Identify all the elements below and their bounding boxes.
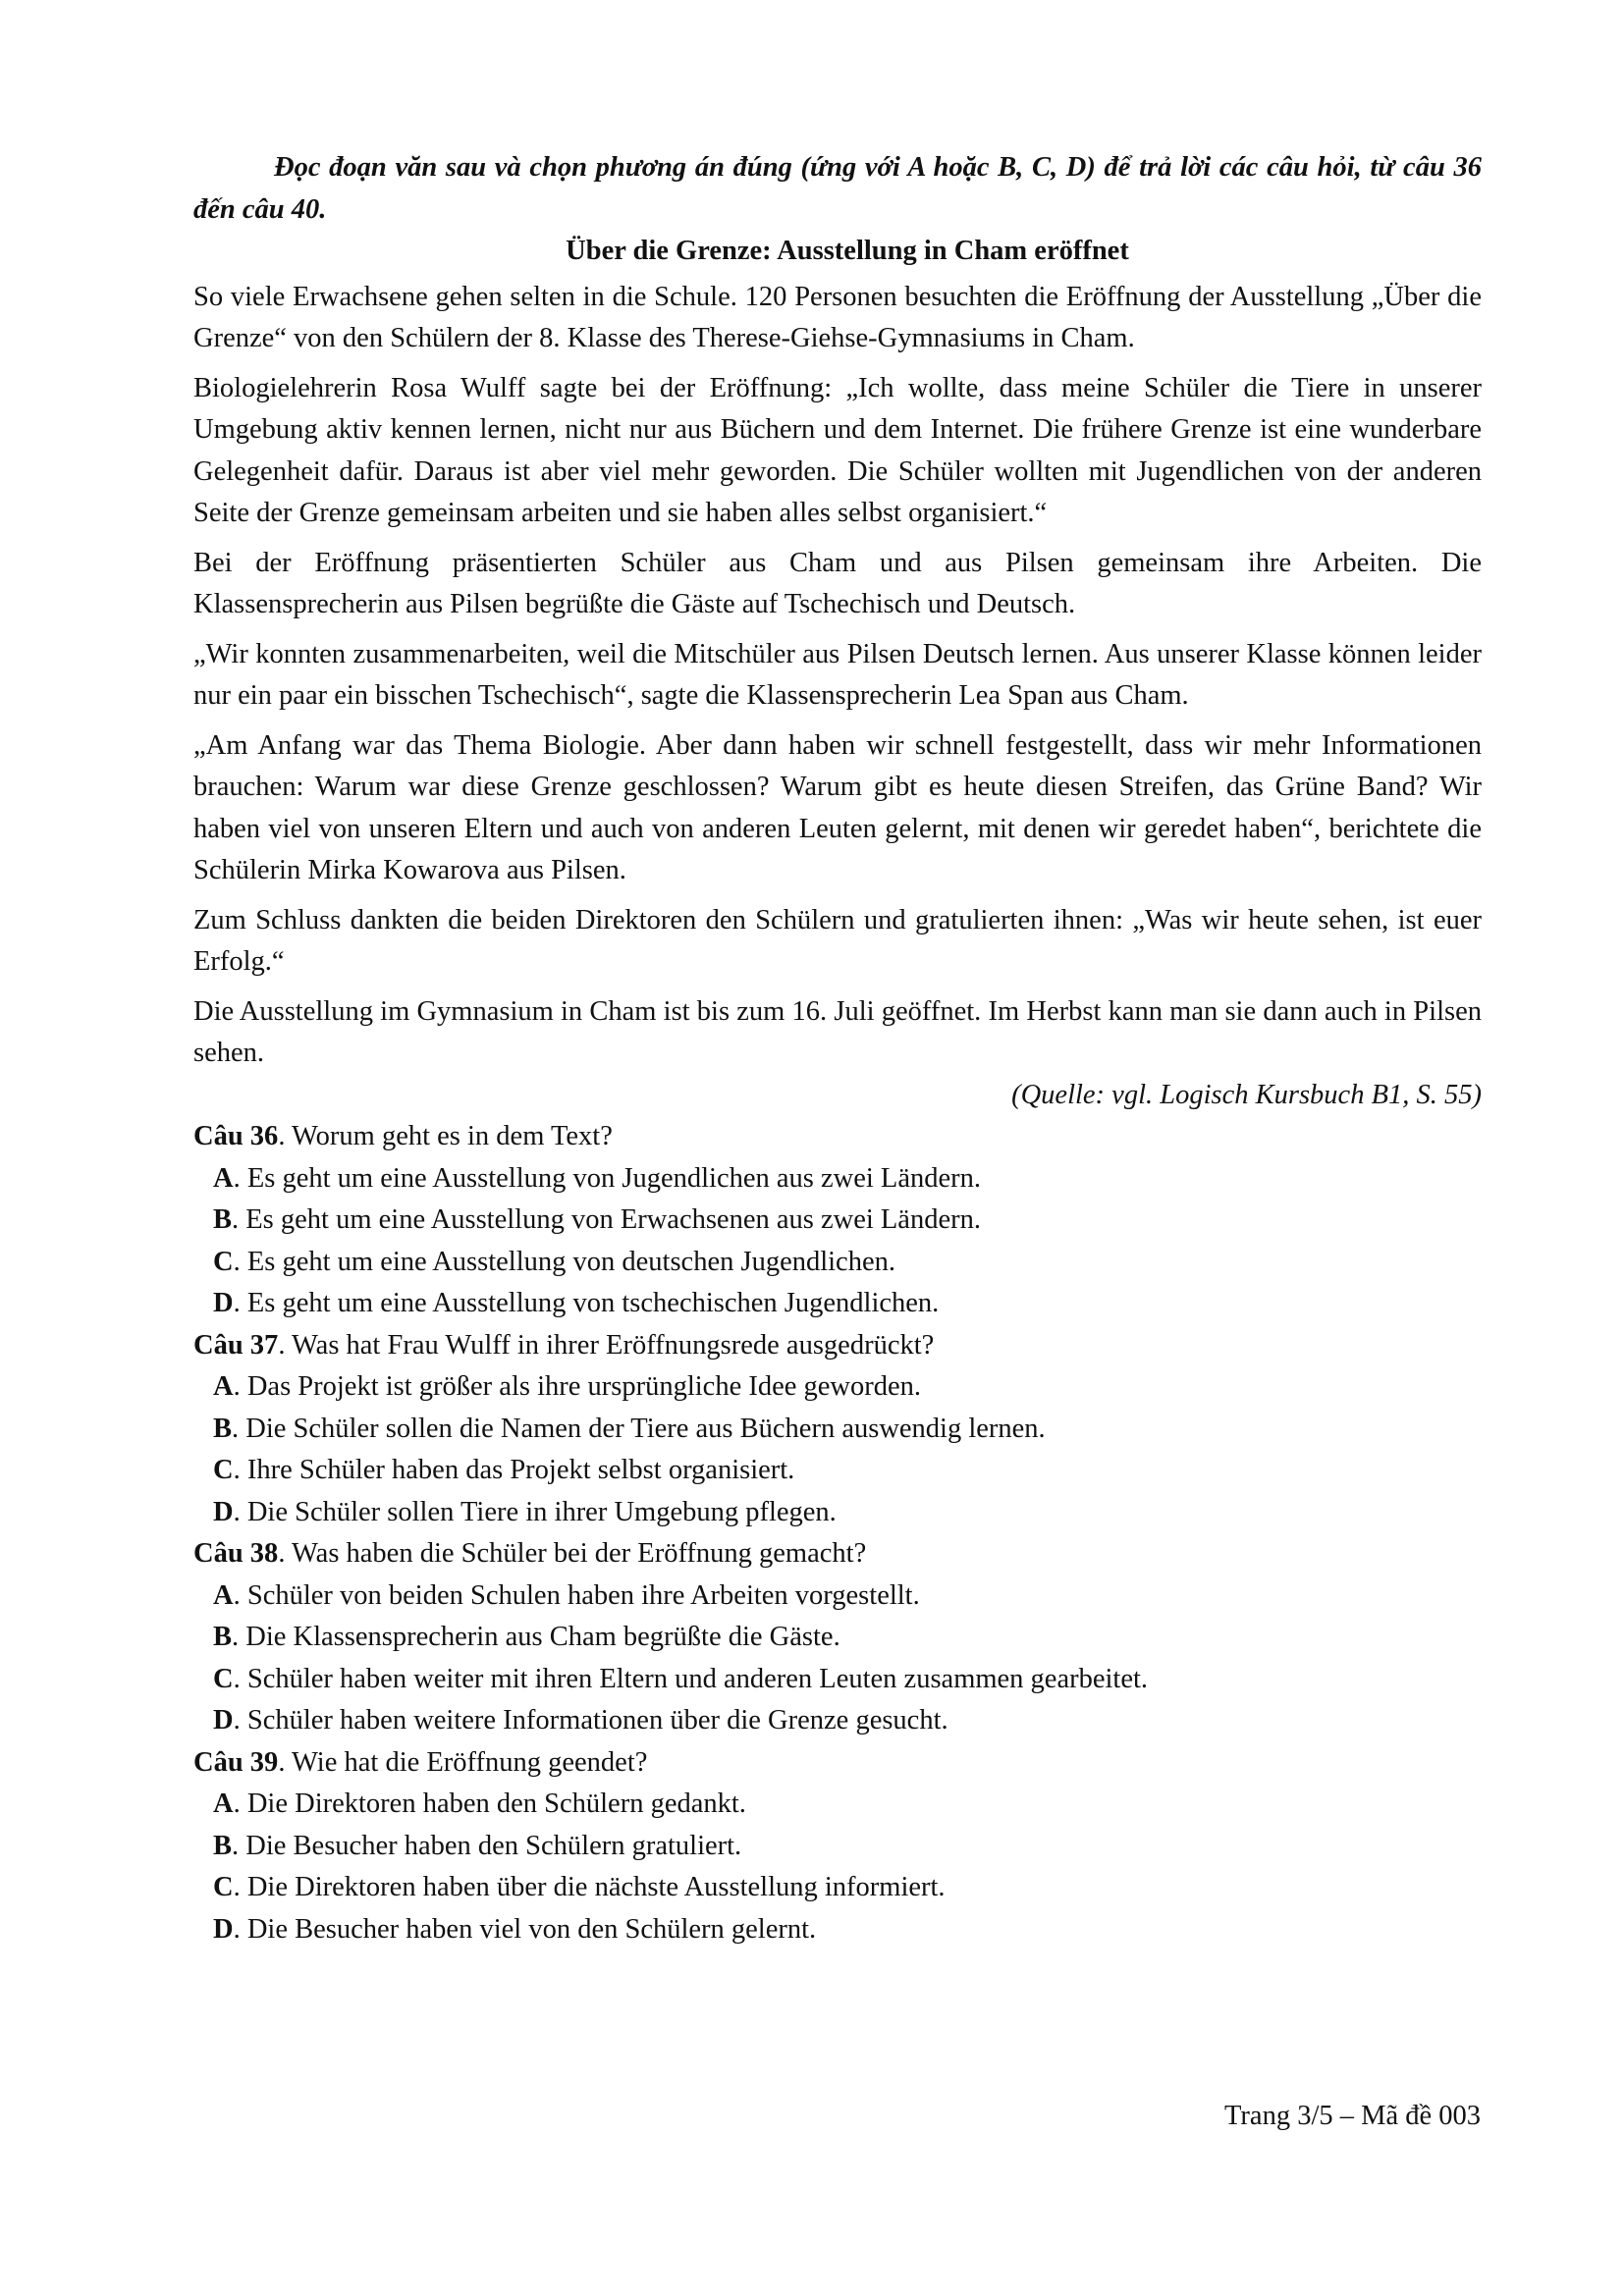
question-text: . Was hat Frau Wulff in ihrer Eröffnungsrede ausgedrückt? (278, 1329, 935, 1361)
option-text: . Es geht um eine Ausstellung von Erwachsenen aus zwei Ländern. (232, 1204, 981, 1235)
option-text: . Die Schüler sollen die Namen der Tiere aus Büchern auswendig lernen. (232, 1413, 1046, 1444)
option-label: B (213, 1830, 233, 1861)
article-paragraph: „Wir konnten zusammenarbeiten, weil die Mitschüler aus Pilsen Deutsch lernen. Aus unserer Klasse können leider nur ein paar ein bisschen Tschechisch“, sagte die Klassensprecherin Lea Span aus Cham. (193, 638, 1482, 711)
option-d[interactable] (193, 1909, 1482, 1951)
option-text: . Schüler von beiden Schulen haben ihre Arbeiten vorgestellt. (233, 1579, 920, 1611)
option-label: C (213, 1455, 234, 1485)
option-text: . Die Direktoren haben den Schülern gedankt. (233, 1789, 746, 1819)
option-text: . Die Direktoren haben über die nächste Ausstellung informiert. (233, 1872, 946, 1902)
option-text: . Das Projekt ist größer als ihre ursprüngliche Idee geworden. (233, 1371, 922, 1402)
question-text: . Worum geht es in dem Text? (278, 1121, 613, 1151)
question-number: Câu 36 (193, 1121, 279, 1151)
option-label: A (213, 1789, 234, 1819)
option-text: . Die Klassensprecherin aus Cham begrüßte die Gäste. (232, 1622, 840, 1652)
question-text: . Wie hat die Eröffnung geendet? (278, 1746, 648, 1778)
question-36 (193, 1116, 1482, 1325)
question-number: Câu 38 (193, 1538, 279, 1569)
question-stem (193, 1533, 1482, 1575)
option-label: D (213, 1288, 234, 1318)
article-paragraph: Die Ausstellung im Gymnasium in Cham ist bis zum 16. Juli geöffnet. Im Herbst kann man sie dann auch in Pilsen sehen. (193, 995, 1482, 1068)
option-text: . Ihre Schüler haben das Projekt selbst organisiert. (233, 1455, 795, 1485)
option-text: . Die Besucher haben viel von den Schülern gelernt. (233, 1913, 817, 1945)
option-c[interactable] (193, 1867, 1482, 1909)
option-d[interactable] (193, 1492, 1482, 1534)
article-paragraph: „Am Anfang war das Thema Biologie. Aber dann haben wir schnell festgestellt, dass wir mehr Informationen brauchen: Warum war diese Grenze geschlossen? Warum gibt es heute diesen Streifen, das Grüne Band? Wir haben viel von unseren Eltern und auch von anderen Leuten gelernt, mit denen wir geredet haben“, berichtete die Schülerin Mirka Kowarova aus Pilsen. (193, 729, 1482, 885)
option-label: D (213, 1496, 234, 1527)
option-label: C (213, 1663, 234, 1694)
option-a[interactable] (193, 1784, 1482, 1826)
option-b[interactable] (193, 1826, 1482, 1868)
option-c[interactable] (193, 1450, 1482, 1492)
option-text: . Es geht um eine Ausstellung von tschechischen Jugendlichen. (233, 1288, 940, 1318)
option-b[interactable] (193, 1617, 1482, 1659)
question-number: Câu 39 (193, 1746, 279, 1778)
question-39 (193, 1742, 1482, 1951)
question-38 (193, 1533, 1482, 1742)
option-d[interactable] (193, 1283, 1482, 1325)
option-label: D (213, 1913, 234, 1945)
exam-page (193, 147, 1482, 1950)
article-paragraph: So viele Erwachsene gehen selten in die Schule. 120 Personen besuchten die Eröffnung der Ausstellung „Über die Grenze“ von den Schülern der 8. Klasse des Therese-Giehse-Gymnasiums in Cham. (193, 281, 1482, 353)
option-text: . Schüler haben weitere Informationen über die Grenze gesucht. (233, 1705, 948, 1735)
option-label: A (213, 1579, 234, 1611)
option-c[interactable] (193, 1242, 1482, 1284)
option-d[interactable] (193, 1700, 1482, 1742)
option-label: B (213, 1204, 233, 1235)
option-label: A (213, 1162, 234, 1194)
option-text: . Die Besucher haben den Schülern gratuliert. (232, 1830, 742, 1861)
option-label: C (213, 1872, 234, 1902)
option-text: . Schüler haben weiter mit ihren Eltern und anderen Leuten zusammen gearbeitet. (233, 1663, 1149, 1694)
question-number: Câu 37 (193, 1329, 279, 1361)
instruction-text: Đọc đoạn văn sau và chọn phương án đúng (ứng với A hoặc B, C, D) để trả lời các câu hỏi, từ câu 36 đến câu 40. (193, 152, 1482, 225)
option-a[interactable] (193, 1366, 1482, 1409)
option-b[interactable] (193, 1409, 1482, 1451)
option-label: A (213, 1371, 234, 1402)
option-label: B (213, 1413, 233, 1444)
question-stem (193, 1116, 1482, 1158)
option-a[interactable] (193, 1575, 1482, 1618)
question-37 (193, 1325, 1482, 1534)
article-paragraph: Bei der Eröffnung präsentierten Schüler aus Cham und aus Pilsen gemeinsam ihre Arbeiten. Die Klassensprecherin aus Pilsen begrüßte die Gäste auf Tschechisch und Deutsch. (193, 547, 1482, 619)
question-text: . Was haben die Schüler bei der Eröffnung gemacht? (278, 1538, 867, 1569)
option-label: C (213, 1246, 234, 1277)
article-paragraph: Zum Schluss dankten die beiden Direktoren den Schülern und gratulierten ihnen: „Was wir heute sehen, ist euer Erfolg.“ (193, 904, 1482, 977)
option-text: . Es geht um eine Ausstellung von Jugendlichen aus zwei Ländern. (233, 1162, 982, 1194)
option-c[interactable] (193, 1659, 1482, 1701)
article-title: Über die Grenze: Ausstellung in Cham eröffnet (566, 236, 1129, 266)
option-text: . Die Schüler sollen Tiere in ihrer Umgebung pflegen. (233, 1496, 837, 1527)
option-label: D (213, 1705, 234, 1735)
option-a[interactable] (193, 1158, 1482, 1201)
option-b[interactable] (193, 1200, 1482, 1242)
option-text: . Es geht um eine Ausstellung von deutschen Jugendlichen. (233, 1246, 895, 1277)
question-stem (193, 1742, 1482, 1785)
question-stem (193, 1325, 1482, 1367)
article-paragraph: Biologielehrerin Rosa Wulff sagte bei der Eröffnung: „Ich wollte, dass meine Schüler die Tiere in unserer Umgebung aktiv kennen lernen, nicht nur aus Büchern und dem Internet. Die frühere Grenze ist eine wunderbare Gelegenheit dafür. Daraus ist aber viel mehr geworden. Die Schüler wollten mit Jugendlichen von der anderen Seite der Grenze gemeinsam arbeiten und sie haben alles selbst organisiert.“ (193, 372, 1482, 528)
page-footer: Trang 3/5 – Mã đề 003 (1224, 2101, 1481, 2131)
source-citation: (Quelle: vgl. Logisch Kursbuch B1, S. 55) (1011, 1079, 1482, 1110)
option-label: B (213, 1622, 233, 1652)
